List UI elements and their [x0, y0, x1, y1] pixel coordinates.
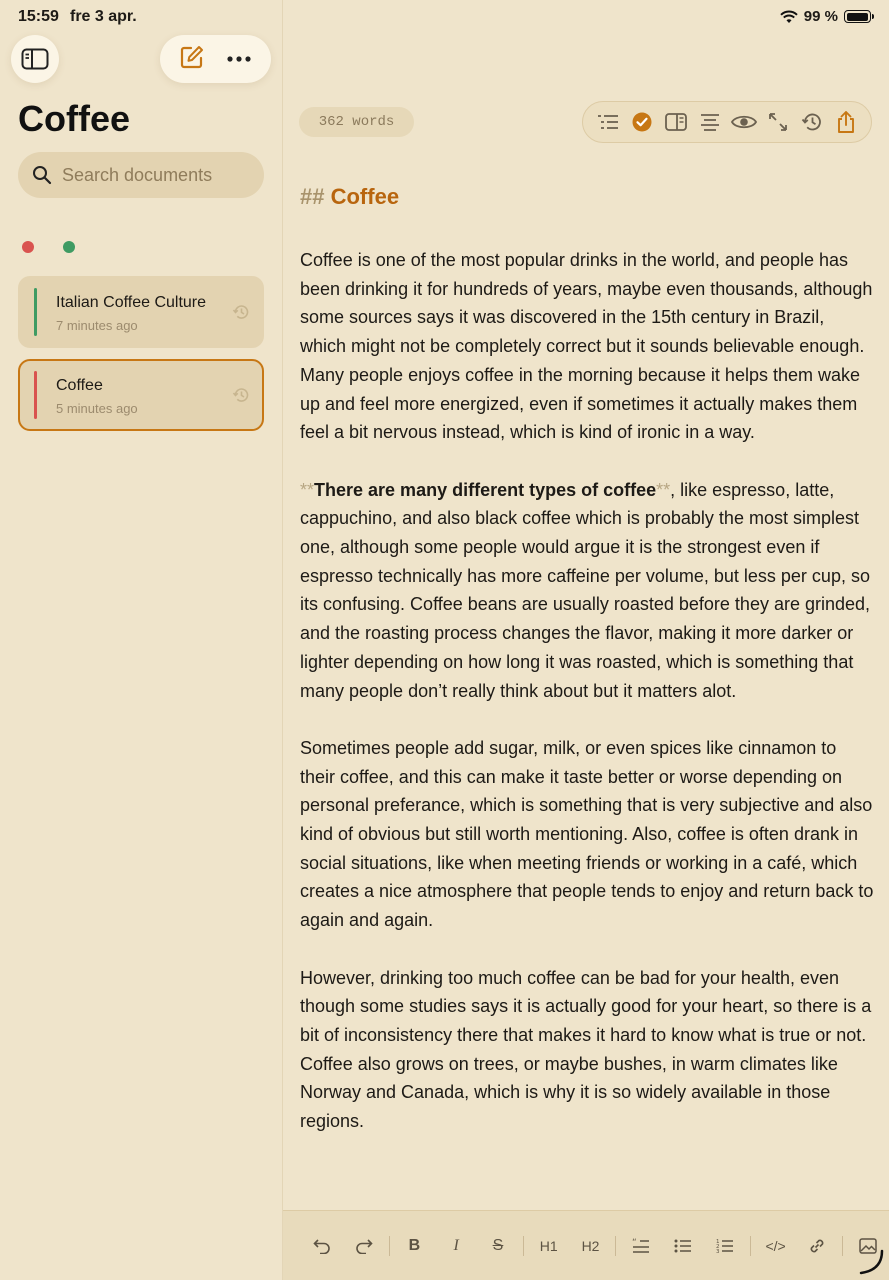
sidebar-toggle-icon: [21, 48, 49, 70]
document-time: 5 minutes ago: [56, 401, 138, 416]
document-title: Italian Coffee Culture: [56, 294, 207, 311]
paragraph-3: Sometimes people add sugar, milk, or even spices like cinnamon to their coffee, and this can make it taste better or worse depending on personal preferance, which is something that is very subjective and also kind of obvious but still worth mentioning. Also, coffee is often drank in social situations, like when meeting friends or working in a café, which creates a nice atmosphere that people tends to enjoy and return back to again and again.: [300, 737, 874, 931]
link-button[interactable]: [796, 1228, 838, 1264]
italic-button[interactable]: I: [453, 1236, 459, 1254]
undo-button[interactable]: [301, 1228, 343, 1264]
editor-content[interactable]: [300, 180, 875, 1164]
more-options-button[interactable]: [226, 50, 252, 68]
status-date: fre 3 apr.: [70, 8, 137, 25]
numbered-list-icon: [716, 1238, 734, 1254]
search-icon: [32, 165, 52, 185]
compose-icon: [179, 44, 205, 70]
svg-text:2: 2: [715, 1243, 720, 1250]
bold-marker-close: **: [656, 479, 671, 500]
svg-text:3: 3: [715, 1248, 720, 1254]
history-icon[interactable]: [232, 303, 250, 321]
outline-icon: [597, 113, 619, 131]
status-indicators: [780, 8, 871, 25]
preview-button[interactable]: [730, 108, 758, 136]
paragraph-2: [300, 476, 875, 706]
outline-button[interactable]: [594, 108, 622, 136]
align-button[interactable]: [696, 108, 724, 136]
corner-indicator-icon: [855, 1246, 885, 1276]
document-color-bar: [34, 371, 37, 419]
share-button[interactable]: [832, 108, 860, 136]
document-heading: [300, 180, 875, 214]
document-item-active[interactable]: [18, 359, 264, 431]
split-view-icon: [665, 113, 687, 131]
heading-text: Coffee: [330, 184, 400, 209]
link-icon: [808, 1237, 826, 1255]
redo-button[interactable]: [343, 1228, 385, 1264]
divider: [523, 1236, 524, 1256]
heading-marker: ##: [300, 184, 325, 209]
clock-history-icon: [801, 111, 823, 133]
align-center-icon: [700, 113, 720, 131]
tag-filters: [22, 241, 75, 253]
more-icon: [226, 55, 252, 63]
svg-text:“: “: [632, 1237, 637, 1248]
sidebar-actions: [160, 35, 271, 83]
document-item[interactable]: [18, 276, 264, 348]
search-input[interactable]: [18, 152, 264, 198]
wifi-icon: [780, 10, 798, 24]
bold-button[interactable]: B: [408, 1236, 421, 1254]
tag-dot-green[interactable]: [63, 241, 75, 253]
redo-icon: [355, 1238, 373, 1254]
quote-button[interactable]: [620, 1228, 662, 1264]
word-count: 362 words: [299, 107, 414, 137]
battery-icon: [844, 10, 871, 23]
heading1-button[interactable]: H1: [539, 1237, 558, 1254]
paragraph-1: Coffee is one of the most popular drinks in the world, and people has been drinking it for hundreds of years, maybe even thousands, although some sources says it was discovered in the 15th century in Brazil, which might not be completely correct but it sounds believable enough. Many people enjoys coffee in the morning because it helps them wake up and feel more energized, even if sometimes it actually makes them feel a bit nervous instead, which is kind of ironic in a way.: [300, 250, 873, 443]
divider: [842, 1236, 843, 1256]
expand-icon: [768, 112, 788, 132]
eye-icon: [731, 113, 757, 131]
quote-icon: [632, 1238, 650, 1254]
heading2-button[interactable]: H2: [581, 1237, 600, 1254]
bold-marker-open: **: [300, 479, 315, 500]
paragraph-2-text: , like espresso, latte, cappuchino, and also black coffee which is probably the most simplest one, although some people would argue it is the strongest even if espresso technically has more caffeine per volume, but less per cup, so its confusing. Coffee beans are usually roasted before they are grinded, and the roasting process changes the flavor, making it more darker or lighter depending on how long it was roasted, which is something that many people don’t really think about but it matters alot.: [300, 479, 871, 701]
checkmark-circle-icon: [632, 112, 652, 132]
new-document-button[interactable]: [179, 44, 205, 75]
sidebar-title: Coffee: [18, 98, 131, 139]
code-button[interactable]: </>: [765, 1237, 786, 1254]
bold-text: There are many different types of coffee: [314, 479, 657, 500]
paragraph-4: However, drinking too much coffee can be bad for your health, even though some studies says it is actually good for your heart, so there is a bit of inconsistency there that makes it hard to know what is true or not. Coffee also grows on trees, or maybe bushes, in warm climates like Norway and Canada, which is why it is so widely available in those regions.: [300, 967, 872, 1132]
document-color-bar: [34, 288, 37, 336]
bullet-list-button[interactable]: [662, 1228, 704, 1264]
history-button[interactable]: [798, 108, 826, 136]
spellcheck-toggle[interactable]: [628, 108, 656, 136]
numbered-list-button[interactable]: [704, 1228, 746, 1264]
battery-percent: 99 %: [803, 8, 838, 25]
editor-toolbar: [582, 101, 872, 143]
divider: [750, 1236, 751, 1256]
tag-dot-red[interactable]: [22, 241, 34, 253]
svg-text:1: 1: [715, 1238, 720, 1245]
formatting-bar: [283, 1210, 889, 1280]
search-placeholder: Search documents: [62, 164, 213, 185]
divider: [615, 1236, 616, 1256]
history-icon[interactable]: [232, 386, 250, 404]
status-time: 15:59: [18, 8, 59, 25]
divider: [389, 1236, 390, 1256]
split-view-button[interactable]: [662, 108, 690, 136]
toggle-sidebar-button[interactable]: [11, 35, 59, 83]
strikethrough-button[interactable]: S: [492, 1236, 504, 1254]
focus-mode-button[interactable]: [764, 108, 792, 136]
undo-icon: [313, 1238, 331, 1254]
document-time: 7 minutes ago: [56, 318, 138, 333]
sidebar: [0, 0, 283, 1280]
share-icon: [836, 110, 856, 134]
document-title: Coffee: [56, 377, 103, 394]
bullet-list-icon: [674, 1238, 692, 1254]
